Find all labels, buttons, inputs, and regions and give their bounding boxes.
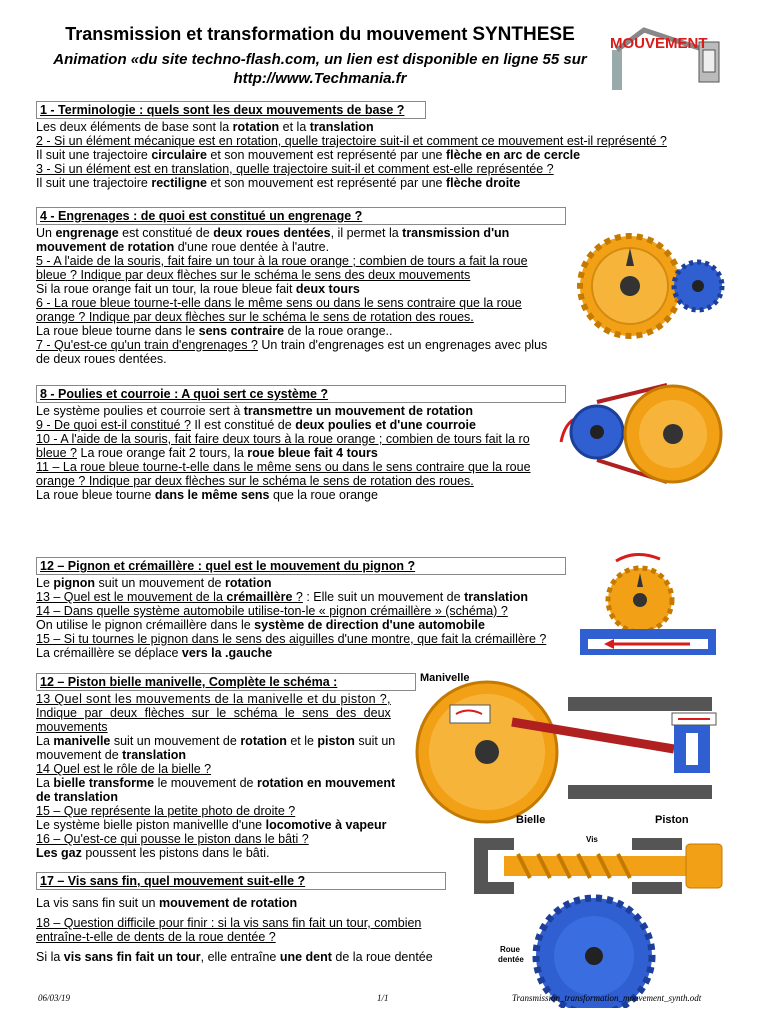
piston-diagram [412,667,730,832]
question-17: 17 – Vis sans fin, quel mouvement suit-elle ? [36,872,446,890]
piston-block-icon [674,725,710,773]
pinion-gear-icon [608,568,672,632]
mouvement-logo [604,20,724,92]
svg-text:MOUVEMENT: MOUVEMENT [610,35,708,52]
section-piston: 12 – Piston bielle manivelle, Complète le schéma : 13 Quel sont les mouvements de la manivelle et du piston ?, Indique par deux flèches sur le schéma le sens des deux mouvements La manivelle suit un mouvement de rotation et le piston suit un mouvement de translation 14 Quel est le rôle de la bielle ? La bielle transforme le mouvement de rotation en mouvement de translation 15 – Que représente la petite photo de droite ? Le système bielle piston manivellle d'une locomotive à vapeur 16 – Qu'est-ce qui pousse le piston dans le bâti ? Les gaz poussent les pistons dans le bâti. [36,673,418,860]
footer-date: 06/03/19 [38,993,71,1003]
orange-pulley-icon [625,386,721,482]
question-1: 1 - Terminologie : quels sont les deux mouvements de base ? [36,101,426,119]
rack-pinion-diagram [570,545,720,665]
question-4: 4 - Engrenages : de quoi est constitué un engrenage ? [36,207,566,225]
svg-text:dentée: dentée [498,955,524,964]
question-12: 12 – Pignon et crémaillère : quel est le mouvement du pignon ? [36,557,566,575]
question-12b: 12 – Piston bielle manivelle, Complète le schéma : [36,673,416,691]
blue-gear-icon [674,262,722,310]
question-8: 8 - Poulies et courroie : A quoi sert ce système ? [36,385,566,403]
page-subtitle: Animation «du site techno-flash.com, un lien est disponible en ligne 55 sur http://www.Techmania.fr [53,51,587,87]
worm-screw-icon [504,844,722,888]
crank-wheel-icon [417,682,557,822]
worm-gear-diagram [468,830,730,1008]
svg-text:Bielle: Bielle [516,814,546,826]
section-vis-sans-fin: 17 – Vis sans fin, quel mouvement suit-elle ? La vis sans fin suit un mouvement de rotation 18 – Question difficile pour finir : si la vis sans fin fait un tour, combien entraîne-t-elle de dents de la roue dentée ? Si la vis sans fin fait un tour, elle entraîne une dent de la roue dentée [36,872,456,964]
rotation-arrow-icon [616,554,660,561]
section-terminologie: 1 - Terminologie : quels sont les deux mouvements de base ? Les deux éléments de base sont la rotation et la translation 2 - Si un élément mécanique est en rotation, quelle trajectoire suit-il et comment ce mouvement est-il représenté ? Il suit une trajectoire circulaire et son mouvement est représenté par une flèche en arc de cercle 3 - Si un élément est en translation, quelle trajectoire suit-il et comment est-elle représentée ? Il suit une trajectoire rectiligne et son mouvement est représenté par une flèche droite [36,103,667,190]
orange-gear-icon [580,236,680,336]
svg-text:Piston: Piston [655,814,689,826]
gears-diagram [570,218,730,358]
svg-text:Roue: Roue [500,945,520,954]
blue-pulley-icon [571,406,623,458]
page-title: Transmission et transformation du mouvement SYNTHESE [65,24,575,45]
section-poulies: 8 - Poulies et courroie : A quoi sert ce système ? Le système poulies et courroie sert à transmettre un mouvement de rotation 9 - De quoi est-il constitué ? Il est constitué de deux poulies et d'une courroie 10 - A l'aide de la souris, fait faire deux tours à la roue orange ; combien de tours fait la ro bleue ? La roue orange fait 2 tours, la roue bleue fait 4 tours 11 – La roue bleue tourne-t-elle dans le même sens ou dans le sens contraire que la roue orange ? Indique par deux flèches sur le schéma le sens de rotation des roues. La roue bleue tourne dans le même sens que la roue orange [36,385,554,502]
section-engrenages: 4 - Engrenages : de quoi est constitué un engrenage ? Un engrenage est constitué de deux roues dentées, il permet la transmission d'un mouvement de rotation d'une roue dentée à l'autre. 5 - A l'aide de la souris, fait faire un tour à la roue orange ; combien de tours a fait la roue bleue ? Indique par deux flèches sur le schéma le sens des deux mouvements Si la roue orange fait un tour, la roue bleue fait deux tours 6 - La roue bleue tourne-t-elle dans le même sens ou dans le sens contraire que la roue orange ? Indique par deux flèches sur le schéma le sens de rotation des roues. La roue bleue tourne dans le sens contraire de la roue orange.. 7 - Qu'est-ce qu'un train d'engrenages ? Un train d'engrenages est un engrenages avec plus de deux roues dentées. [36,207,568,366]
pulleys-diagram [555,382,730,492]
section-pignon: 12 – Pignon et crémaillère : quel est le mouvement du pignon ? Le pignon suit un mouvement de rotation 13 – Quel est le mouvement de la crémaillère ? : Elle suit un mouvement de translation 14 – Dans quelle système automobile utilise-ton-le « pignon crémaillère » (schéma) ? On utilise le pignon crémaillère dans le système de direction d'une automobile 15 – Si tu tournes le pignon dans le sens des aiguilles d'une montre, que fait la crémaillère ? La crémaillère se déplace vers la .gauche [36,557,568,660]
svg-text:Vis: Vis [586,835,598,844]
worm-wheel-icon [536,898,652,1008]
svg-text:Manivelle: Manivelle [420,672,470,684]
footer-page: 1/1 [377,993,389,1003]
footer-filename: Transmission_transformation_mouvement_synth.odt [512,993,702,1003]
